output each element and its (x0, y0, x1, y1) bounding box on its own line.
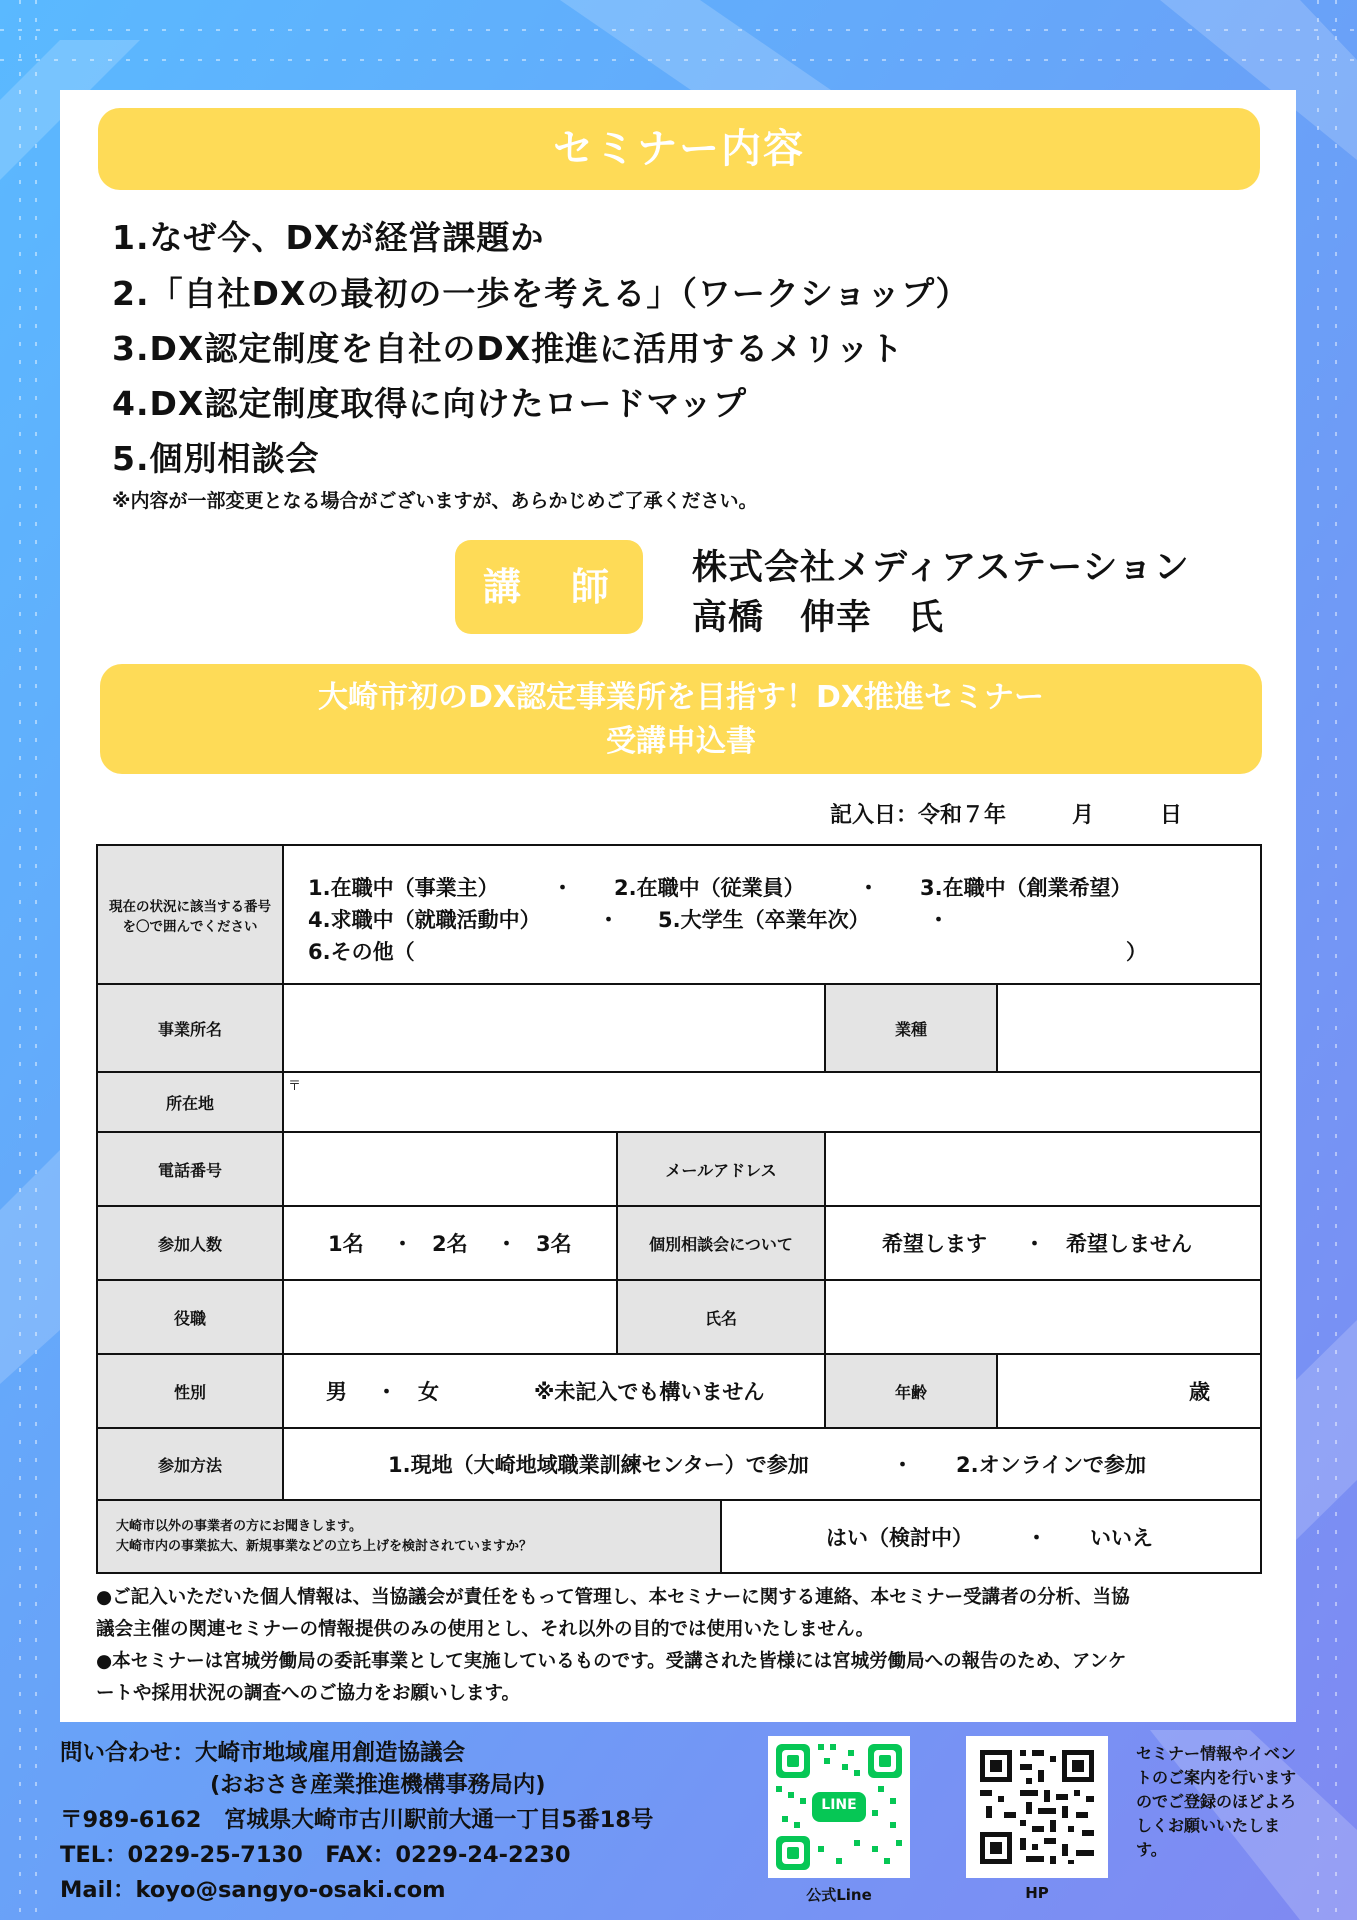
status-option-6[interactable]: 6.その他（ (308, 940, 415, 964)
consult-yes[interactable]: 希望します (882, 1232, 987, 1256)
form-title-banner (100, 664, 1262, 774)
seminar-heading-banner: セミナー内容 (98, 108, 1260, 190)
contact-address: 〒989-6162 宮城県大崎市古川駅前大通一丁目5番18号 (60, 1807, 654, 1833)
name-label: 氏名 (616, 1279, 826, 1355)
office-label: 事業所名 (96, 983, 284, 1073)
count-options[interactable] (282, 1205, 618, 1281)
survey-note-line2: ートや採用状況の調査へのご協力をお願いします。 (96, 1683, 521, 1704)
method-label: 参加方法 (96, 1427, 284, 1501)
lecturer-badge: 講 師 (455, 540, 643, 634)
status-option-5[interactable]: 5.大学生（卒業年次） (658, 908, 870, 932)
form-title: 大崎市初のDX認定事業所を目指す！DX推進セミナー (317, 680, 1045, 715)
count-option-1[interactable]: 1名 (328, 1232, 364, 1256)
age-label: 年齢 (824, 1353, 998, 1429)
age-field[interactable] (996, 1353, 1262, 1429)
count-label: 参加人数 (96, 1205, 284, 1281)
survey-note-line1: ●本セミナーは宮城労働局の委託事業として実施しているものです。受講された皆様には宮城労働局への報告のため、アンケ (96, 1651, 1127, 1672)
position-label: 役職 (96, 1279, 284, 1355)
method-option-2[interactable]: 2.オンラインで参加 (956, 1453, 1146, 1477)
gender-male[interactable]: 男 (326, 1380, 347, 1404)
status-option-2[interactable]: 2.在職中（従業員） (614, 876, 805, 900)
status-option-3[interactable]: 3.在職中（創業希望） (920, 876, 1132, 900)
outside-options[interactable] (720, 1499, 1262, 1574)
gender-label: 性別 (96, 1353, 284, 1429)
email-label: メールアドレス (616, 1131, 826, 1207)
lecturer-name: 高橋 伸幸 氏 (692, 598, 945, 638)
seminar-item: 2.「自社DXの最初の一歩を考える」（ワークショップ） (112, 274, 970, 313)
contact-org: (おおさき産業推進機構事務局内) (210, 1772, 546, 1798)
status-options[interactable] (282, 844, 1262, 985)
lecturer-company: 株式会社メディアステーション (692, 548, 1190, 588)
line-badge: LINE (821, 1797, 857, 1813)
separator-dot: ・ (552, 876, 573, 900)
name-field[interactable] (824, 1279, 1262, 1355)
hp-qr-code[interactable] (966, 1736, 1108, 1878)
count-option-3[interactable]: 3名 (536, 1232, 572, 1256)
gender-female[interactable]: 女 (418, 1380, 439, 1404)
industry-label: 業種 (824, 983, 998, 1073)
address-field[interactable] (282, 1071, 1262, 1133)
seminar-item: 1.なぜ今、DXが経営課題か (112, 218, 545, 257)
gender-note: ※未記入でも構いません (534, 1380, 765, 1404)
outside-question (96, 1499, 722, 1574)
separator-dot: ・ (928, 908, 949, 932)
status-option-4[interactable]: 4.求職中（就職活動中） (308, 908, 541, 932)
count-option-2[interactable]: 2名 (432, 1232, 468, 1256)
hp-qr-caption: HP (1025, 1884, 1049, 1902)
address-label: 所在地 (96, 1071, 284, 1133)
email-field[interactable] (824, 1131, 1262, 1207)
status-option-1[interactable]: 1.在職中（事業主） (308, 876, 499, 900)
status-label: 現在の状況に該当する番号を〇で囲んでください (96, 844, 284, 985)
contact-phone-fax: TEL：0229-25-7130 FAX：0229-24-2230 (60, 1842, 571, 1868)
outside-question-line2: 大崎市内の事業拡大、新規事業などの立ち上げを検討されていますか？ (116, 1538, 533, 1554)
outside-no[interactable]: いいえ (1090, 1526, 1153, 1550)
postal-mark: 〒 (288, 1079, 302, 1094)
position-field[interactable] (282, 1279, 618, 1355)
separator-dot: ・ (1026, 1526, 1047, 1550)
consult-label: 個別相談会について (616, 1205, 826, 1281)
outside-question-line1: 大崎市以外の事業者の方にお聞きします。 (116, 1518, 362, 1534)
hp-qr-pattern (966, 1736, 1108, 1878)
consult-no[interactable]: 希望しません (1066, 1232, 1192, 1256)
separator-dot: ・ (392, 1232, 413, 1256)
gender-options[interactable] (282, 1353, 826, 1429)
separator-dot: ・ (376, 1380, 397, 1404)
seminar-item: 3.DX認定制度を自社のDX推進に活用するメリット (112, 329, 904, 368)
separator-dot: ・ (892, 1453, 913, 1477)
privacy-note-line1: ●ご記入いただいた個人情報は、当協議会が責任をもって管理し、本セミナーに関する連絡、本セミナー受講者の分析、当協 (96, 1587, 1130, 1608)
separator-dot: ・ (1024, 1232, 1045, 1256)
phone-field[interactable] (282, 1131, 618, 1207)
industry-field[interactable] (996, 983, 1262, 1073)
method-options[interactable] (282, 1427, 1262, 1501)
date-line: 記入日：令和７年 月 日 (830, 803, 1183, 828)
contact-email[interactable]: Mail：koyo@sangyo-osaki.com (60, 1877, 446, 1903)
office-field[interactable] (282, 983, 826, 1073)
line-qr-caption: 公式Line (806, 1886, 872, 1904)
consult-options[interactable] (824, 1205, 1262, 1281)
separator-dot: ・ (858, 876, 879, 900)
contact-heading: 問い合わせ：大崎市地域雇用創造協議会 (60, 1740, 466, 1766)
form-subtitle: 受講申込書 (606, 724, 756, 759)
registration-note: セミナー情報やイベントのご案内を行いますのでご登録のほどよろしくお願いいたします。 (1136, 1744, 1297, 1859)
seminar-note: ※内容が一部変更となる場合がございますが、あらかじめご了承ください。 (112, 490, 758, 512)
separator-dot: ・ (496, 1232, 517, 1256)
status-option-6-close: ） (1126, 940, 1147, 964)
separator-dot: ・ (598, 908, 619, 932)
seminar-item: 5.個別相談会 (112, 439, 320, 478)
line-qr-code[interactable] (768, 1736, 910, 1878)
seminar-item: 4.DX認定制度取得に向けたロードマップ (112, 384, 748, 423)
method-option-1[interactable]: 1.現地（大崎地域職業訓練センター）で参加 (388, 1453, 809, 1477)
age-unit: 歳 (1189, 1380, 1210, 1404)
privacy-note-line2: 議会主催の関連セミナーの情報提供のみの使用とし、それ以外の目的では使用いたしません。 (96, 1619, 875, 1640)
phone-label: 電話番号 (96, 1131, 284, 1207)
outside-yes[interactable]: はい（検討中） (826, 1526, 973, 1550)
